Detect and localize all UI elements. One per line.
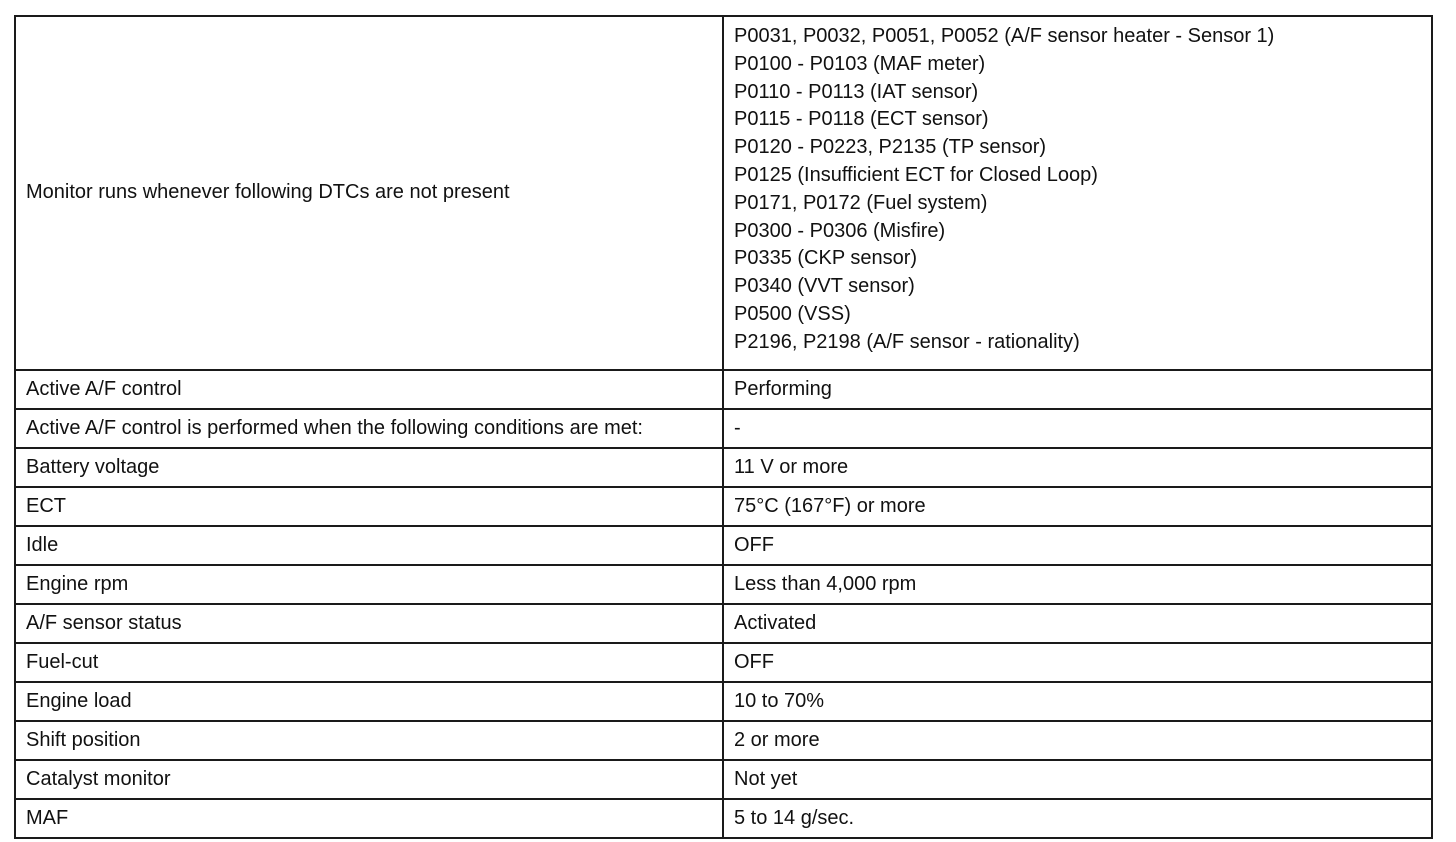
dtc-line: P0031, P0032, P0051, P0052 (A/F sensor heater - Sensor 1)	[734, 25, 1275, 47]
value-cell: 5 to 14 g/sec.	[723, 799, 1432, 838]
dtc-line: P0120 - P0223, P2135 (TP sensor)	[734, 136, 1047, 159]
dtc-line: P0100 - P0103 (MAF meter)	[734, 52, 986, 75]
table-row	[15, 643, 1432, 682]
table-row	[15, 760, 1432, 799]
value-cell: OFF	[723, 526, 1432, 565]
parameter-cell: ECT	[15, 487, 723, 526]
table-row	[15, 799, 1432, 838]
value-cell: -	[723, 409, 1432, 448]
table-row	[15, 721, 1432, 760]
parameter-cell: A/F sensor status	[15, 604, 723, 643]
dtc-list-cell	[723, 16, 1432, 370]
dtc-line: P0115 - P0118 (ECT sensor)	[734, 108, 989, 131]
parameter-cell: Engine rpm	[15, 565, 723, 604]
parameter-cell: Fuel-cut	[15, 643, 723, 682]
dtc-line: P0300 - P0306 (Misfire)	[734, 219, 946, 242]
parameter-cell: Engine load	[15, 682, 723, 721]
dtc-line: P0110 - P0113 (IAT sensor)	[734, 80, 979, 103]
parameter-cell: Shift position	[15, 721, 723, 760]
value-cell: Not yet	[723, 760, 1432, 799]
value-cell: 2 or more	[723, 721, 1432, 760]
parameter-cell: Battery voltage	[15, 448, 723, 487]
value-cell: OFF	[723, 643, 1432, 682]
dtc-line: P0500 (VSS)	[734, 302, 851, 325]
parameter-cell: Idle	[15, 526, 723, 565]
table-row	[15, 526, 1432, 565]
parameter-cell: Monitor runs whenever following DTCs are not present	[15, 16, 723, 370]
table-row	[15, 370, 1432, 409]
dtc-line: P0125 (Insufficient ECT for Closed Loop)	[734, 163, 1098, 186]
parameter-cell: Active A/F control is performed when the following conditions are met:	[15, 409, 723, 448]
table-row	[15, 604, 1432, 643]
dtc-line: P2196, P2198 (A/F sensor - rationality)	[734, 330, 1080, 353]
table-row-dtc-conditions	[15, 16, 1432, 370]
table-row	[15, 448, 1432, 487]
value-cell: Activated	[723, 604, 1432, 643]
dtc-line: P0171, P0172 (Fuel system)	[734, 191, 988, 214]
value-cell: Performing	[723, 370, 1432, 409]
value-cell: Less than 4,000 rpm	[723, 565, 1432, 604]
parameter-cell: Active A/F control	[15, 370, 723, 409]
parameter-cell: Catalyst monitor	[15, 760, 723, 799]
table-row	[15, 682, 1432, 721]
value-cell: 10 to 70%	[723, 682, 1432, 721]
table-row	[15, 565, 1432, 604]
dtc-line: P0335 (CKP sensor)	[734, 247, 918, 270]
dtc-line: P0340 (VVT sensor)	[734, 275, 915, 298]
monitor-conditions-table	[14, 15, 1433, 839]
value-cell: 75°C (167°F) or more	[723, 487, 1432, 526]
parameter-cell: MAF	[15, 799, 723, 838]
table-row	[15, 487, 1432, 526]
value-cell: 11 V or more	[723, 448, 1432, 487]
table-row	[15, 409, 1432, 448]
